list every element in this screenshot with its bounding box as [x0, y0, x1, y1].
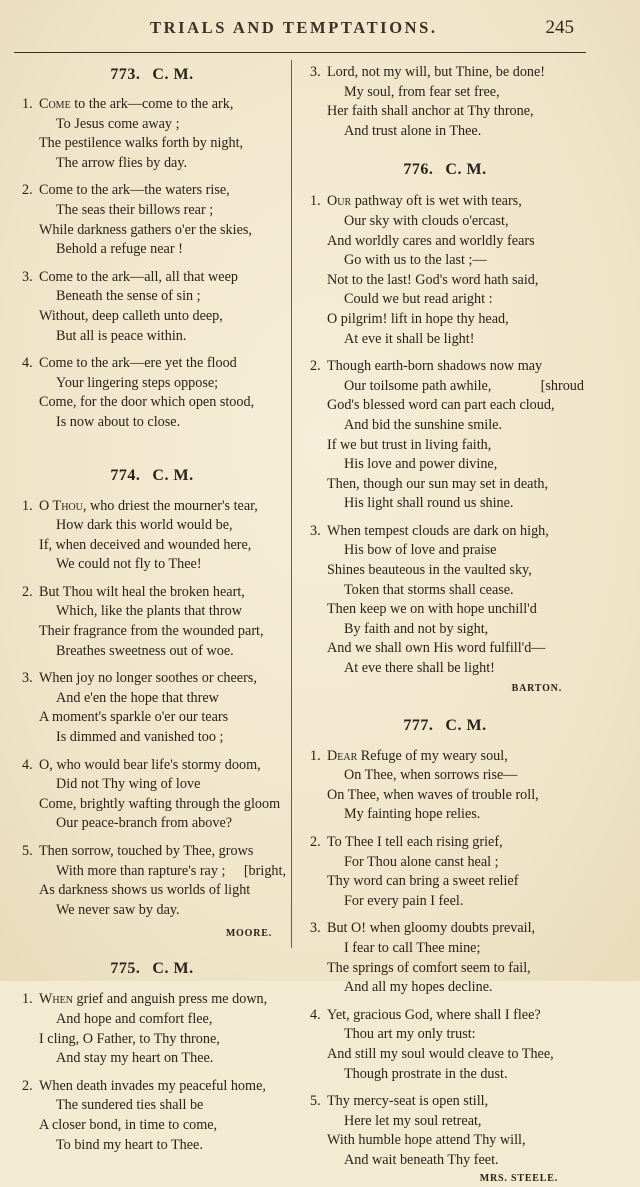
stanza — [14, 990, 290, 1068]
verse-number: 1. — [310, 193, 321, 210]
hymn-777-heading — [302, 713, 588, 739]
verse-line: Though earth-born shadows now may — [327, 358, 543, 375]
stanza — [14, 181, 290, 259]
verse-line: As darkness shows us worlds of light — [39, 882, 251, 899]
stanza — [302, 60, 588, 141]
verse-line: A closer bond, in time to come, — [39, 1116, 218, 1133]
verse-line: If we but trust in living faith, — [327, 436, 492, 453]
verse-line: Her faith shall anchor at Thy throne, — [327, 103, 534, 120]
verse-number: 1. — [22, 991, 33, 1008]
verse-line: And worldly cares and worldly fears — [327, 232, 535, 249]
first-word: Our — [327, 193, 352, 210]
verse-line: Come to the ark—ere yet the flood — [39, 355, 237, 372]
verse-line: Then keep we on with hope unchill'd — [327, 601, 537, 618]
verse-line: We never saw by day. — [56, 901, 180, 918]
verse-line: Thy mercy-seat is open still, — [327, 1093, 489, 1110]
verse-line: Thou art my only trust: — [344, 1026, 476, 1043]
stanza — [302, 1006, 588, 1084]
verse-line: By faith and not by sight, — [344, 620, 489, 637]
verse-number: 2. — [310, 834, 321, 850]
verse-number: 4. — [22, 756, 33, 773]
verse-line: His bow of love and praise — [344, 542, 497, 559]
hymn-number: 776. — [403, 161, 434, 179]
verse-line: At eve there shall be light! — [344, 660, 495, 677]
hymn-meter: C. M. — [445, 161, 487, 179]
verse-line: And stay my heart on Thee. — [56, 1050, 214, 1067]
verse-line: His love and power divine, — [344, 456, 498, 473]
verse-line: God's blessed word can part each cloud, — [327, 397, 555, 414]
verse-line: With humble hope attend Thy will, — [327, 1132, 526, 1149]
verse-line: With more than rapture's ray ; — [56, 862, 226, 879]
verse-line: Though prostrate in the dust. — [344, 1065, 508, 1082]
stanza — [302, 357, 588, 514]
stanza — [302, 833, 588, 911]
stanza — [302, 192, 588, 349]
verse-line: The sundered ties shall be — [56, 1097, 204, 1114]
verse-line: How dark this world would be, — [56, 517, 233, 534]
verse-number: 1. — [22, 497, 33, 514]
verse-line: Beneath the sense of sin ; — [56, 288, 201, 305]
verse-line: Refuge of my weary soul, — [357, 747, 508, 764]
verse-line: On Thee, when sorrows rise— — [344, 767, 518, 784]
first-word: When — [39, 991, 73, 1008]
verse-line: Come to the ark—the waters rise, — [39, 182, 230, 199]
stanza — [302, 522, 588, 679]
verse-number: 5. — [22, 843, 33, 859]
verse-line: Without, deep calleth unto deep, — [39, 307, 223, 324]
verse-line: But O! when gloomy doubts prevail, — [327, 920, 536, 937]
verse-line: While darkness gathers o'er the skies, — [39, 221, 252, 238]
hymn-meter: C. M. — [445, 716, 487, 734]
verse-line: For every pain I feel. — [344, 892, 464, 909]
verse-line: Token that storms shall cease. — [344, 581, 514, 598]
verse-line: If, when deceived and wounded here, — [39, 536, 252, 553]
verse-line: And all my hopes decline. — [344, 979, 493, 996]
verse-line: And bid the sunshine smile. — [344, 416, 503, 433]
verse-number: 2. — [310, 358, 321, 375]
header-rule — [14, 52, 586, 53]
stanza — [14, 583, 290, 661]
verse-line: Breathes sweetness out of woe. — [56, 642, 234, 659]
verse-line: For Thou alone canst heal ; — [344, 853, 499, 870]
verse-line: Our sky with clouds o'ercast, — [344, 212, 509, 229]
verse-line: I cling, O Father, to Thy throne, — [39, 1030, 220, 1047]
verse-line: O, who would bear life's stormy doom, — [39, 756, 261, 773]
verse-line: O pilgrim! lift in hope thy head, — [327, 310, 509, 327]
verse-line: Our peace-branch from above? — [56, 815, 233, 832]
hymn-number: 775. — [110, 960, 141, 978]
hymn-776 — [302, 141, 588, 696]
hymn-773-heading — [14, 62, 290, 88]
hymn-number: 773. — [110, 66, 141, 83]
verse-line: Thy word can bring a sweet relief — [327, 873, 519, 890]
verse-line: His light shall round us shine. — [344, 495, 514, 512]
verse-line: Come, brightly wafting through the gloom — [39, 795, 281, 812]
verse-line: Is dimmed and vanished too ; — [56, 729, 224, 746]
verse-line: The seas their billows rear ; — [56, 201, 214, 218]
verse-line: Come, for the door which open stood, — [39, 394, 255, 411]
stanza — [14, 669, 290, 747]
hymn-meter: C. M. — [152, 960, 194, 978]
hymn-meter: C. M. — [152, 66, 194, 83]
verse-number: 1. — [310, 747, 321, 764]
hymn-number: 774. — [110, 466, 141, 484]
verse-line: At eve it shall be light! — [344, 330, 475, 347]
column-divider — [291, 60, 292, 948]
verse-number: 2. — [22, 182, 33, 199]
stanza — [14, 95, 290, 173]
verse-line: We could not fly to Thee! — [56, 556, 202, 573]
verse-number: 1. — [22, 96, 33, 112]
verse-line: The springs of comfort seem to fail, — [327, 959, 531, 976]
verse-line: The arrow flies by day. — [56, 154, 188, 171]
verse-line: I fear to call Thee mine; — [344, 939, 481, 956]
stanza — [302, 747, 588, 825]
verse-line: Then sorrow, touched by Thee, grows — [39, 843, 254, 859]
verse-line: The pestilence walks forth by night, — [39, 135, 244, 152]
verse-line: Go with us to the last ;— — [344, 252, 487, 269]
verse-line: And hope and comfort flee, — [56, 1010, 213, 1027]
verse-line: Yet, gracious God, where shall I flee? — [327, 1006, 541, 1023]
verse-line: To Thee I tell each rising grief, — [327, 834, 503, 850]
verse-line: Which, like the plants that throw — [56, 603, 242, 620]
hymn-776-heading — [302, 157, 588, 183]
hymn-773 — [14, 60, 290, 433]
left-column — [14, 60, 290, 1155]
verse-number: 5. — [310, 1093, 321, 1110]
verse-number: 2. — [22, 583, 33, 600]
verse-number: 4. — [22, 355, 33, 372]
first-word: O Thou — [39, 497, 83, 514]
turnover-word: [bright, — [243, 862, 286, 879]
hymn-author: MOORE. — [225, 928, 272, 940]
verse-line: When tempest clouds are dark on high, — [327, 522, 549, 539]
verse-line: Then, though our sun may set in death, — [327, 475, 549, 492]
verse-number: 2. — [22, 1077, 33, 1094]
hymn-author: BARTON. — [511, 682, 562, 694]
verse-line: , who driest the mourner's tear, — [82, 497, 258, 514]
verse-line: Could we but read aright : — [344, 291, 493, 308]
turnover-word: [shroud — [540, 377, 584, 394]
verse-line: And wait beneath Thy feet. — [344, 1151, 499, 1168]
hymn-774 — [14, 433, 290, 943]
verse-line: to the ark—come to the ark, — [70, 96, 234, 112]
verse-number: 3. — [310, 522, 321, 539]
verse-line: And still my soul would cleave to Thee, — [327, 1045, 554, 1062]
hymn-775 — [14, 942, 290, 1155]
stanza — [302, 1092, 588, 1170]
stanza — [14, 354, 290, 432]
verse-line: Behold a refuge near ! — [56, 241, 183, 258]
verse-line: And trust alone in Thee. — [344, 122, 482, 139]
verse-line: Here let my soul retreat, — [344, 1112, 482, 1129]
stanza — [14, 497, 290, 575]
right-column — [302, 60, 588, 1187]
verse-line: But all is peace within. — [56, 327, 187, 344]
verse-number: 3. — [310, 920, 321, 937]
hymn-774-heading — [14, 463, 290, 489]
verse-line: My fainting hope relies. — [344, 806, 481, 823]
verse-line: When joy no longer soothes or cheers, — [39, 670, 257, 687]
page-number: 245 — [545, 17, 574, 38]
verse-number: 3. — [22, 268, 33, 285]
verse-line: A moment's sparkle o'er our tears — [39, 709, 229, 726]
first-word: Come — [39, 96, 71, 112]
verse-line: And e'en the hope that threw — [56, 689, 219, 706]
verse-number: 4. — [310, 1006, 321, 1023]
stanza — [14, 268, 290, 346]
verse-line: Your lingering steps oppose; — [56, 374, 219, 391]
first-word: Dear — [327, 747, 358, 764]
verse-line: To bind my heart to Thee. — [56, 1136, 203, 1153]
verse-number: 3. — [310, 64, 321, 80]
verse-number: 3. — [22, 670, 33, 687]
verse-line: Our toilsome path awhile, — [344, 377, 492, 394]
verse-line: And we shall own His word fulfill'd— — [327, 640, 546, 657]
verse-line: grief and anguish press me down, — [72, 991, 268, 1008]
verse-line: Their fragrance from the wounded part, — [39, 623, 264, 640]
stanza — [14, 842, 290, 920]
stanza — [14, 756, 290, 834]
hymn-775-heading — [14, 956, 290, 982]
hymn-777 — [302, 697, 588, 1187]
verse-line: Did not Thy wing of love — [56, 776, 201, 793]
verse-line: Not to the last! God's word hath said, — [327, 271, 539, 288]
stanza — [14, 1077, 290, 1155]
verse-line: But Thou wilt heal the broken heart, — [39, 583, 245, 600]
hymn-number: 777. — [403, 716, 434, 734]
verse-line: Lord, not my will, but Thine, be done! — [327, 64, 546, 80]
verse-line: My soul, from fear set free, — [344, 83, 500, 100]
verse-line: On Thee, when waves of trouble roll, — [327, 786, 539, 803]
verse-line: Shines beauteous in the vaulted sky, — [327, 562, 532, 579]
running-title: TRIALS AND TEMPTATIONS. — [150, 18, 438, 37]
hymn-meter: C. M. — [152, 466, 194, 484]
verse-line: Is now about to close. — [56, 413, 181, 430]
verse-line: pathway oft is wet with tears, — [351, 193, 522, 210]
verse-line: When death invades my peaceful home, — [39, 1077, 266, 1094]
verse-line: To Jesus come away ; — [56, 115, 180, 132]
hymn-author: MRS. STEELE. — [479, 1172, 558, 1184]
stanza — [302, 919, 588, 997]
verse-line: Come to the ark—all, all that weep — [39, 268, 238, 285]
